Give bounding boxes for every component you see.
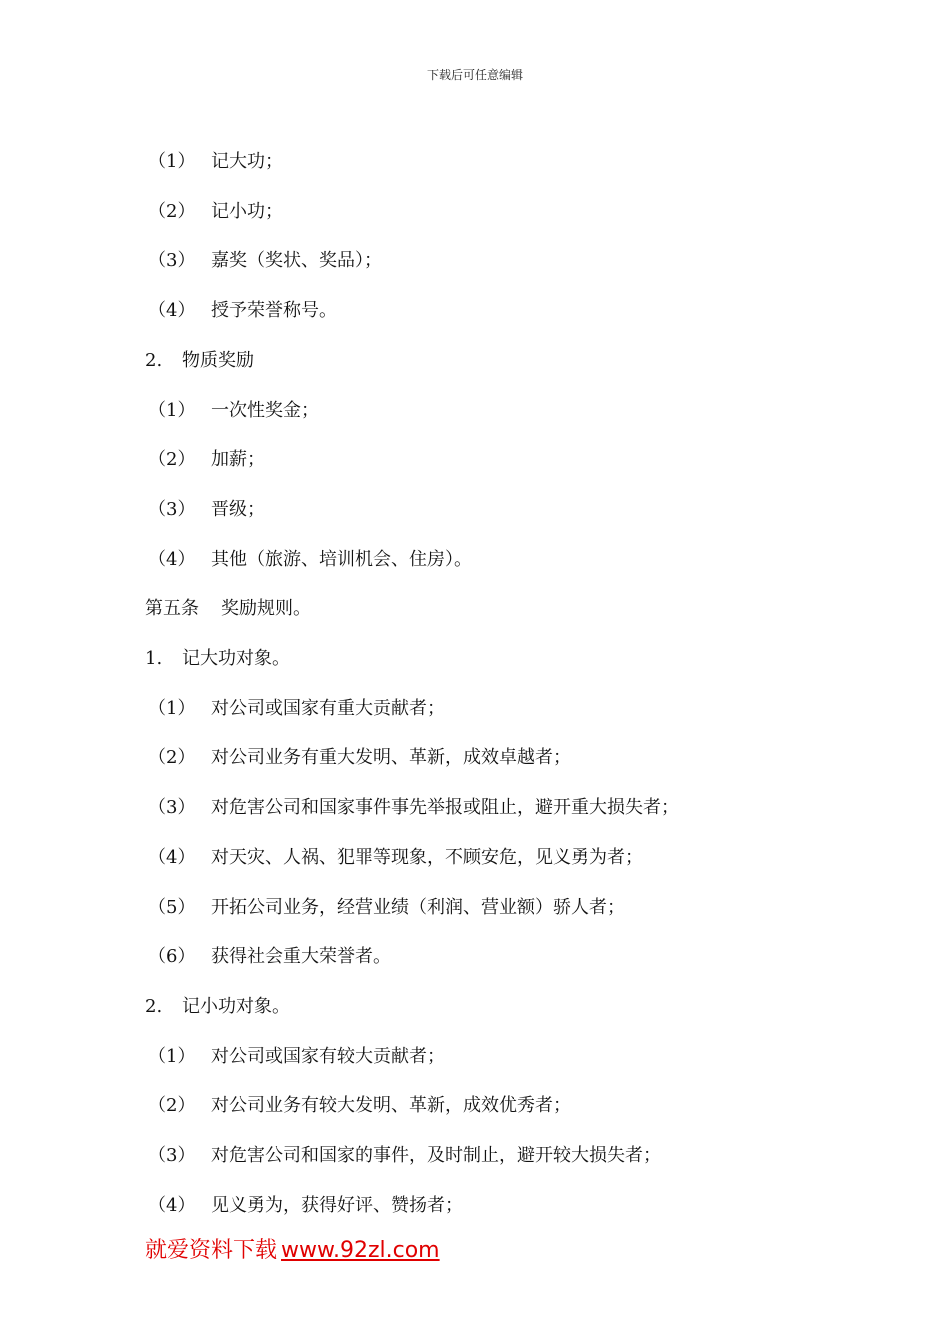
item-number: （3） <box>148 1145 196 1166</box>
item-number: 2. <box>145 996 163 1017</box>
item-text: 记小功； <box>211 201 283 222</box>
item-text: 记小功对象。 <box>182 996 290 1017</box>
item-number: （1） <box>148 400 196 421</box>
item-number: （4） <box>148 847 196 868</box>
item-text: 对公司业务有较大发明、革新，成效优秀者； <box>211 1095 571 1116</box>
item-number: （3） <box>148 250 196 271</box>
item-number: 1. <box>145 648 163 669</box>
item-number: （2） <box>148 449 196 470</box>
item-text: 嘉奖（奖状、奖品）； <box>211 250 382 271</box>
item-number: （1） <box>148 151 196 172</box>
page-header: 下载后可任意编辑 <box>426 68 523 82</box>
item-number: （4） <box>148 1195 196 1216</box>
item-number: （4） <box>148 300 196 321</box>
item-number: （1） <box>148 1046 196 1067</box>
item-text: 开拓公司业务，经营业绩（利润、营业额）骄人者； <box>211 897 625 918</box>
item-text: 对危害公司和国家的事件，及时制止，避开较大损失者； <box>211 1145 661 1166</box>
item-text: 对公司或国家有重大贡献者； <box>211 698 445 719</box>
footer-label: 就爱资料下载 <box>145 1238 278 1263</box>
item-number: （2） <box>148 201 196 222</box>
item-number: （6） <box>148 946 196 967</box>
item-number: 2. <box>145 350 163 371</box>
item-text: 对公司或国家有较大贡献者； <box>211 1046 445 1067</box>
item-number: 第五条 <box>145 598 199 619</box>
item-text: 对公司业务有重大发明、革新，成效卓越者； <box>211 747 571 768</box>
item-text: 记大功； <box>211 151 283 172</box>
item-number: （3） <box>148 797 196 818</box>
item-text: 对危害公司和国家事件事先举报或阻止，避开重大损失者； <box>211 797 679 818</box>
footer-watermark <box>145 1234 440 1268</box>
item-text: 其他（旅游、培训机会、住房）。 <box>211 549 472 570</box>
item-number: （3） <box>148 499 196 520</box>
footer-site-link[interactable]: www.92zl.com <box>281 1238 440 1263</box>
item-text: 晋级； <box>211 499 265 520</box>
item-text: 物质奖励 <box>182 350 254 371</box>
item-text: 奖励规则。 <box>221 598 311 619</box>
item-text: 见义勇为，获得好评、赞扬者； <box>211 1195 463 1216</box>
item-text: 获得社会重大荣誉者。 <box>211 946 391 967</box>
item-number: （5） <box>148 897 196 918</box>
item-text: 记大功对象。 <box>182 648 290 669</box>
item-number: （1） <box>148 698 196 719</box>
item-text: 加薪； <box>211 449 265 470</box>
item-text: 一次性奖金； <box>211 400 319 421</box>
item-number: （4） <box>148 549 196 570</box>
item-text: 授予荣誉称号。 <box>211 300 337 321</box>
item-number: （2） <box>148 747 196 768</box>
item-text: 对天灾、人祸、犯罪等现象，不顾安危，见义勇为者； <box>211 847 643 868</box>
item-number: （2） <box>148 1095 196 1116</box>
